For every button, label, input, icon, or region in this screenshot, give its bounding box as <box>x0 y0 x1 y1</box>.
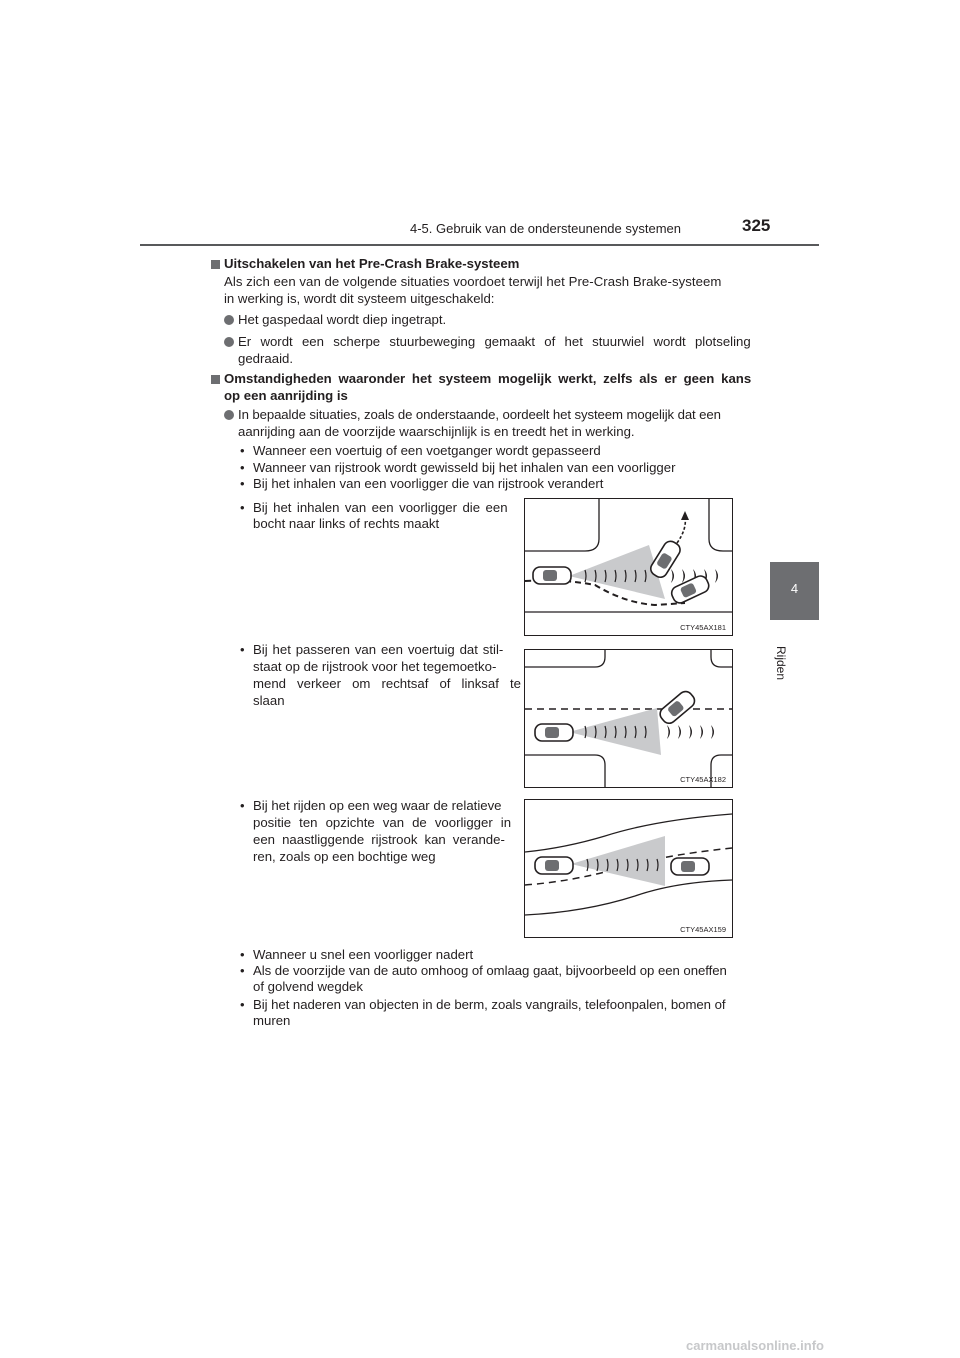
car-icon <box>535 857 573 874</box>
car-icon <box>533 567 571 584</box>
sub-list-item: Wanneer van rijstrook wordt gewisseld bij het inhalen van een voorligger <box>253 460 676 475</box>
sub-list-item: muren <box>253 1013 291 1028</box>
car-icon <box>648 539 683 580</box>
paragraph-line: in werking is, wordt dit systeem uitgeschakeld: <box>224 291 495 306</box>
subbullet: • <box>240 997 245 1012</box>
section-marker-icon <box>211 375 220 384</box>
subbullet: • <box>240 460 245 475</box>
car-icon <box>671 858 709 875</box>
header-divider <box>140 244 819 246</box>
chapter-number: 4 <box>790 581 799 596</box>
bullet-dot-icon <box>224 315 234 325</box>
sub-list-item: Als de voorzijde van de auto omhoog of omlaag gaat, bijvoorbeeld op een oneffen <box>253 963 727 978</box>
sub-list-item: staat op de rijstrook voor het tegemoetko- <box>253 659 497 674</box>
sub-list-item: ren, zoals op een bochtige weg <box>253 849 436 864</box>
watermark: carmanualsonline.info <box>686 1338 824 1353</box>
figure-code: CTY45AX181 <box>680 623 726 632</box>
paragraph-line: Als zich een van de volgende situaties voordoet terwijl het Pre-Crash Brake-systeem <box>224 274 722 289</box>
sub-list-item: Bij het passeren van een voertuig dat stil- <box>253 642 504 657</box>
subbullet: • <box>240 500 245 515</box>
sub-list-item: mend verkeer om rechtsaf of linksaf te <box>253 676 521 691</box>
illustration-overtaking-turning-car <box>524 498 733 636</box>
sub-list-item: of golvend wegdek <box>253 979 363 994</box>
figure-code: CTY45AX159 <box>680 925 726 934</box>
car-icon <box>669 574 711 605</box>
subbullet: • <box>240 947 245 962</box>
subbullet: • <box>240 642 245 657</box>
section-heading: op een aanrijding is <box>224 388 348 403</box>
sub-list-item: Wanneer u snel een voorligger nadert <box>253 947 474 962</box>
sub-list-item: bocht naar links of rechts maakt <box>253 516 440 531</box>
subbullet: • <box>240 963 245 978</box>
figure-code: CTY45AX182 <box>680 775 726 784</box>
section-title: 4-5. Gebruik van de ondersteunende systemen <box>410 221 682 236</box>
car-icon <box>535 724 573 741</box>
list-item: Het gaspedaal wordt diep ingetrapt. <box>238 312 447 327</box>
list-item: aanrijding aan de voorzijde waarschijnlijk is en treedt het in werking. <box>238 424 635 439</box>
illustration-passing-stopped-vehicle <box>524 649 733 788</box>
sub-list-item: Bij het inhalen van een voorligger die van rijstrook verandert <box>253 476 604 491</box>
sub-list-item: een naastliggende rijstrook kan verande- <box>253 832 505 847</box>
sub-list-item: Wanneer een voertuig of een voetganger wordt gepasseerd <box>253 443 601 458</box>
bullet-dot-icon <box>224 337 234 347</box>
list-item: In bepaalde situaties, zoals de onderstaande, oordeelt het systeem mogelijk dat een <box>238 407 721 422</box>
car-icon <box>657 689 697 726</box>
sub-list-item: positie ten opzichte van de voorligger in <box>253 815 512 830</box>
illustration-curved-road <box>524 799 733 938</box>
sub-list-item: slaan <box>253 693 285 708</box>
page-number: 325 <box>742 216 771 235</box>
list-item: Er wordt een scherpe stuurbeweging gemaakt of het stuurwiel wordt plotseling <box>238 334 751 349</box>
chapter-tab[interactable] <box>770 562 819 620</box>
sub-list-item: Bij het inhalen van een voorligger die een <box>253 500 508 515</box>
subbullet: • <box>240 798 245 813</box>
sub-list-item: Bij het naderen van objecten in de berm, zoals vangrails, telefoonpalen, bomen of <box>253 997 726 1012</box>
section-heading: Uitschakelen van het Pre-Crash Brake-systeem <box>224 256 520 271</box>
subbullet: • <box>240 443 245 458</box>
section-marker-icon <box>211 260 220 269</box>
subbullet: • <box>240 476 245 491</box>
list-item: gedraaid. <box>238 351 293 366</box>
chapter-label: Rijden <box>774 645 789 681</box>
section-heading: Omstandigheden waaronder het systeem mogelijk werkt, zelfs als er geen kans <box>224 371 752 386</box>
bullet-dot-icon <box>224 410 234 420</box>
sub-list-item: Bij het rijden op een weg waar de relatieve <box>253 798 502 813</box>
